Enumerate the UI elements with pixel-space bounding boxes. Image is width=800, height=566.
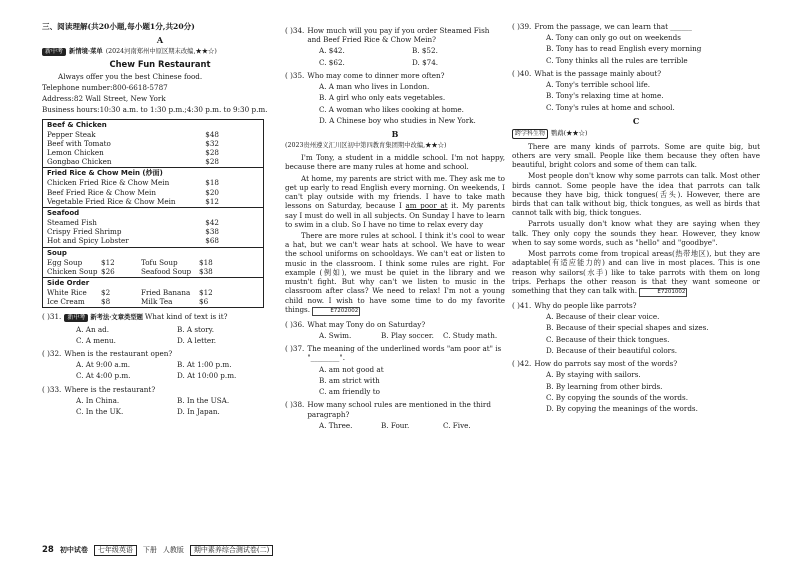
option[interactable]: B. Because of their special shapes and sizes. (546, 323, 709, 333)
menu-head: Side Order (47, 279, 90, 288)
passage-b-p1: I'm Tony, a student in a middle school. I'm not happy, because there are many rules at home and school. (285, 153, 505, 172)
question-code: E7201002 (639, 288, 687, 297)
question-stem (512, 359, 760, 368)
source-text: (2024河南郑州中原区期末改编,★★☆) (105, 47, 217, 55)
source-type: 新情境·菜单 (69, 47, 103, 55)
menu-item: Pepper Steak $48 (47, 129, 219, 139)
passage-b-letter: B (391, 128, 399, 139)
question-text: What kind of text is it? (144, 312, 228, 322)
passage-c-p1: There are many kinds of parrots. Some are quite big, but others are very small. People like them because they often have beautiful, bright colors and some of them can talk. (512, 141, 760, 170)
options (512, 33, 760, 65)
question (285, 26, 505, 67)
option[interactable]: C. Five. (443, 420, 471, 430)
questions-39-40 (512, 22, 760, 112)
menu-item: Steamed Fish $42 (47, 218, 219, 228)
menu-item: Lemon Chicken $28 (47, 148, 219, 158)
question-stem (512, 69, 760, 78)
question (512, 22, 760, 65)
option[interactable]: D. In Japan. (177, 407, 220, 417)
footer-brand: 初中试卷 (59, 546, 88, 554)
column-middle (285, 22, 505, 430)
options (512, 370, 760, 413)
options (42, 325, 278, 345)
option[interactable]: C. A menu. (76, 335, 116, 345)
option[interactable]: B. Tony's relaxing time at home. (546, 91, 664, 101)
question-stem (285, 400, 505, 418)
question-stem (285, 26, 505, 44)
question-text: How much will you pay if you order Steamed Fish and Beef Fried Rice & Chow Mein? (307, 26, 490, 45)
passage-b-source: (2023贵州遵义汇川区初中第四教育集团期中改编,★★☆) (285, 142, 447, 150)
answer-blank[interactable]: ( )38. (285, 400, 305, 410)
option[interactable]: D. At 10:00 p.m. (177, 371, 237, 381)
question-stem (285, 344, 505, 362)
option[interactable]: A. An ad. (76, 324, 110, 334)
option[interactable]: D. Because of their beautiful colors. (546, 345, 678, 355)
passage-c-source: 跨学科生物 鹦鹉(★★☆) (512, 129, 760, 139)
answer-blank[interactable]: ( )33. (42, 384, 62, 394)
underlined-phrase: am poor at (405, 201, 448, 211)
menu-section-side (43, 277, 263, 307)
answer-blank[interactable]: ( )41. (512, 300, 532, 310)
option[interactable]: C. Tony thinks all the rules are terrible (546, 55, 688, 65)
passage-c-letter: C (632, 115, 640, 126)
menu-section-seafood (43, 207, 263, 247)
option[interactable]: A. Because of their clear voice. (546, 312, 660, 322)
option[interactable]: B. Play soccer. (381, 331, 434, 340)
question-text: What is the passage mainly about? (534, 68, 662, 78)
question-text: Why do people like parrots? (534, 300, 637, 310)
page-number: 28 (42, 545, 54, 556)
option[interactable]: A. Tony can only go out on weekends (546, 33, 681, 43)
options (285, 421, 505, 430)
question (42, 312, 278, 344)
restaurant-name: Chew Fun Restaurant (109, 59, 211, 69)
question (42, 385, 278, 417)
question (285, 320, 505, 340)
answer-blank[interactable]: ( )34. (285, 26, 305, 35)
menu-item: Chicken Soup $26 Seafood Soup $38 (47, 266, 213, 276)
question-stem (42, 349, 278, 358)
options (285, 46, 505, 66)
option[interactable]: C. Study math. (443, 331, 498, 340)
question-text: Who may come to dinner more often? (307, 70, 445, 80)
question-text: How do parrots say most of the words? (534, 359, 678, 369)
menu-item: Hot and Spicy Lobster $68 (47, 236, 219, 246)
option[interactable]: A. Three. (319, 420, 353, 430)
section-title: 三、阅读理解(共20小题,每小题1分,共20分) (42, 22, 195, 31)
menu-item: Vegetable Fried Rice & Chow Mein $12 (47, 196, 219, 206)
option[interactable]: B. A story. (177, 324, 215, 334)
option[interactable]: C. In the UK. (76, 407, 124, 417)
question-stem (512, 22, 760, 31)
option[interactable]: A. $42. (319, 46, 345, 56)
option[interactable]: C. At 4:00 p.m. (76, 371, 131, 381)
option[interactable]: A. At 9:00 a.m. (76, 360, 131, 370)
option[interactable]: B. am strict with (319, 375, 380, 385)
slogan: Always offer you the best Chinese food. (58, 71, 203, 81)
option[interactable]: B. A girl who only eats vegetables. (319, 93, 446, 103)
question-stem (285, 71, 505, 80)
question-text: Where is the restaurant? (64, 384, 156, 394)
option[interactable]: B. Tony has to read English every morning (546, 44, 702, 54)
menu-head: Soup (47, 248, 67, 257)
question (285, 71, 505, 125)
question-stem (42, 385, 278, 394)
menu-head: Seafood (47, 209, 80, 218)
options (285, 365, 505, 397)
question-text: The meaning of the underlined words "am poor at" is "________". (307, 344, 502, 363)
menu-item: Crispy Fried Shrimp $38 (47, 227, 219, 237)
questions-36-38 (285, 320, 505, 430)
question-stem (285, 320, 505, 329)
menu-item: Ice Cream $8 Milk Tea $6 (47, 297, 209, 307)
option[interactable]: D. A letter. (177, 335, 217, 345)
question-tag: 新中考 (64, 314, 88, 322)
options (285, 82, 505, 125)
column-right (512, 22, 760, 415)
menu-item: Beef Fried Rice & Chow Mein $20 (47, 187, 219, 197)
questions-34-35 (285, 26, 505, 125)
passage-b-p3: There are more rules at school. I think it's cool to wear a hat, but we can't wear hats at school. We have to wear the school uniforms on schooldays. We can't eat or listen to music in the classroom. I think some rules are right. For example (例如), we must be quiet in the library and we mustn't fight. But why can't we listen to music in the classroom after class? We need to relax! I'm not a young child now. I wish to have some time to do my favorite things. E7202002 (285, 231, 505, 316)
telephone: Telephone number:800-6618-5787 (42, 82, 168, 92)
options (512, 312, 760, 355)
menu-item: White Rice $2 Fried Banana $12 (47, 288, 213, 298)
passage-b-p2: At home, my parents are strict with me. They ask me to get up early to read English every morning. On weekends, I can't play outside with my friends. I have to take math lessons on Saturday, because I am poor at it. My parents say I must do well in all subjects. On Sunday I have to learn to swim in a club. So I have no time to relax every day (285, 173, 505, 229)
answer-blank[interactable]: ( )36. (285, 319, 305, 329)
option[interactable]: D. By copying the meanings of the words. (546, 403, 698, 413)
question-stem (512, 301, 760, 310)
option[interactable]: C. $62. (319, 57, 345, 67)
question-text: How many school rules are mentioned in the third paragraph? (307, 400, 491, 419)
address: Address:82 Wall Street, New York (42, 94, 166, 104)
question-text: What may Tony do on Saturday? (307, 319, 426, 329)
answer-blank[interactable]: ( )35. (285, 70, 305, 80)
menu-item: Chicken Fried Rice & Chow Mein $18 (47, 178, 219, 188)
footer-grade: 七年级英语 (94, 545, 137, 556)
question (285, 344, 505, 396)
passage-c-p2: Most people don't know why some parrots can talk. Most other birds cannot. Some people have the idea that parrots can talk because they have big, thick tongues(舌头). However, there are birds that can talk without big, thick tongues, as well as birds that cannot talk with big, thick tongues. (512, 171, 760, 218)
option[interactable]: C. Because of their thick tongues. (546, 334, 670, 344)
answer-blank[interactable]: ( )40. (512, 68, 532, 78)
source-tag: 跨学科生物 (512, 129, 548, 139)
menu-section-soup (43, 247, 263, 277)
option[interactable]: B. Four. (381, 420, 410, 430)
source-tag: 新中考 (42, 48, 66, 56)
question (285, 400, 505, 430)
option[interactable]: A. By staying with sailors. (546, 370, 641, 380)
question-tag-label: 新考法·文章类型题 (90, 314, 143, 322)
menu-section-beef (43, 120, 263, 168)
footer-term: 下册 (142, 546, 157, 554)
question-code: E7202002 (312, 307, 360, 316)
question (512, 359, 760, 413)
passage-a-source (42, 48, 278, 56)
question-stem (42, 312, 278, 322)
option[interactable]: B. By learning from other birds. (546, 381, 663, 391)
options (285, 331, 505, 340)
menu-head: Beef & Chicken (47, 120, 107, 129)
options (42, 360, 278, 380)
option[interactable]: B. $52. (412, 46, 438, 56)
menu-item: Egg Soup $12 Tofu Soup $18 (47, 257, 213, 267)
option[interactable]: C. A woman who likes cooking at home. (319, 104, 464, 114)
answer-blank[interactable]: ( )32. (42, 348, 62, 358)
answer-blank[interactable]: ( )42. (512, 359, 532, 369)
answer-blank[interactable]: ( )37. (285, 344, 305, 354)
passage-c-p3: Parrots usually don't know what they are saying when they talk. They only copy the sounds they hear. However, they know when to say some words, such as "hello" and "goodbye". (512, 219, 760, 247)
business-hours: Business hours:10:30 a.m. to 1:30 p.m.;4:30 p.m. to 9:30 p.m. (42, 105, 268, 115)
option[interactable]: D. $74. (412, 57, 439, 67)
footer-edition: 人教版 (162, 546, 184, 554)
option[interactable]: D. A Chinese boy who studies in New York. (319, 115, 476, 125)
question (512, 69, 760, 112)
option[interactable]: A. Tony's terrible school life. (546, 80, 651, 90)
menu-item: Gongbao Chicken $28 (47, 157, 219, 167)
option[interactable]: C. am friendly to (319, 387, 380, 397)
question (42, 349, 278, 381)
option[interactable]: A. am not good at (319, 364, 384, 374)
option[interactable]: C. By copying the sounds of the words. (546, 392, 688, 402)
menu-head: Fried Rice & Chow Mein (炒面) (47, 169, 163, 178)
question-text: When is the restaurant open? (64, 348, 173, 358)
questions-41-42 (512, 301, 760, 413)
question-text: From the passage, we can learn that ______ (534, 22, 692, 31)
option[interactable]: A. In China. (76, 395, 120, 405)
option[interactable]: A. A man who lives in London. (319, 82, 430, 92)
answer-blank[interactable]: ( )39. (512, 22, 532, 31)
passage-c-p4: Most parrots come from tropical areas(热带地区), but they are adaptable(有适应能力的) and can live in most places. This is one reason why sailors(水手) like to take parrots with them on long trips. Perhaps the other reason is that they want someone or something that they can talk with. E7201002 (512, 249, 760, 297)
menu-item: Beef with Tomato $32 (47, 138, 219, 148)
option[interactable]: B. In the USA. (177, 395, 230, 405)
passage-a-letter: A (156, 34, 164, 45)
option[interactable]: A. Swim. (319, 331, 352, 340)
menu-section-rice (43, 167, 263, 207)
column-left (42, 22, 278, 416)
options (42, 396, 278, 416)
question (512, 301, 760, 355)
questions-31-33 (42, 312, 278, 416)
answer-blank[interactable]: ( )31. (42, 312, 62, 322)
menu-table (42, 119, 264, 309)
footer-title: 期中素养综合测试卷(二) (190, 545, 273, 556)
page-footer (42, 545, 273, 556)
options (512, 80, 760, 112)
option[interactable]: B. At 1:00 p.m. (177, 360, 232, 370)
option[interactable]: C. Tony's rules at home and school. (546, 102, 675, 112)
